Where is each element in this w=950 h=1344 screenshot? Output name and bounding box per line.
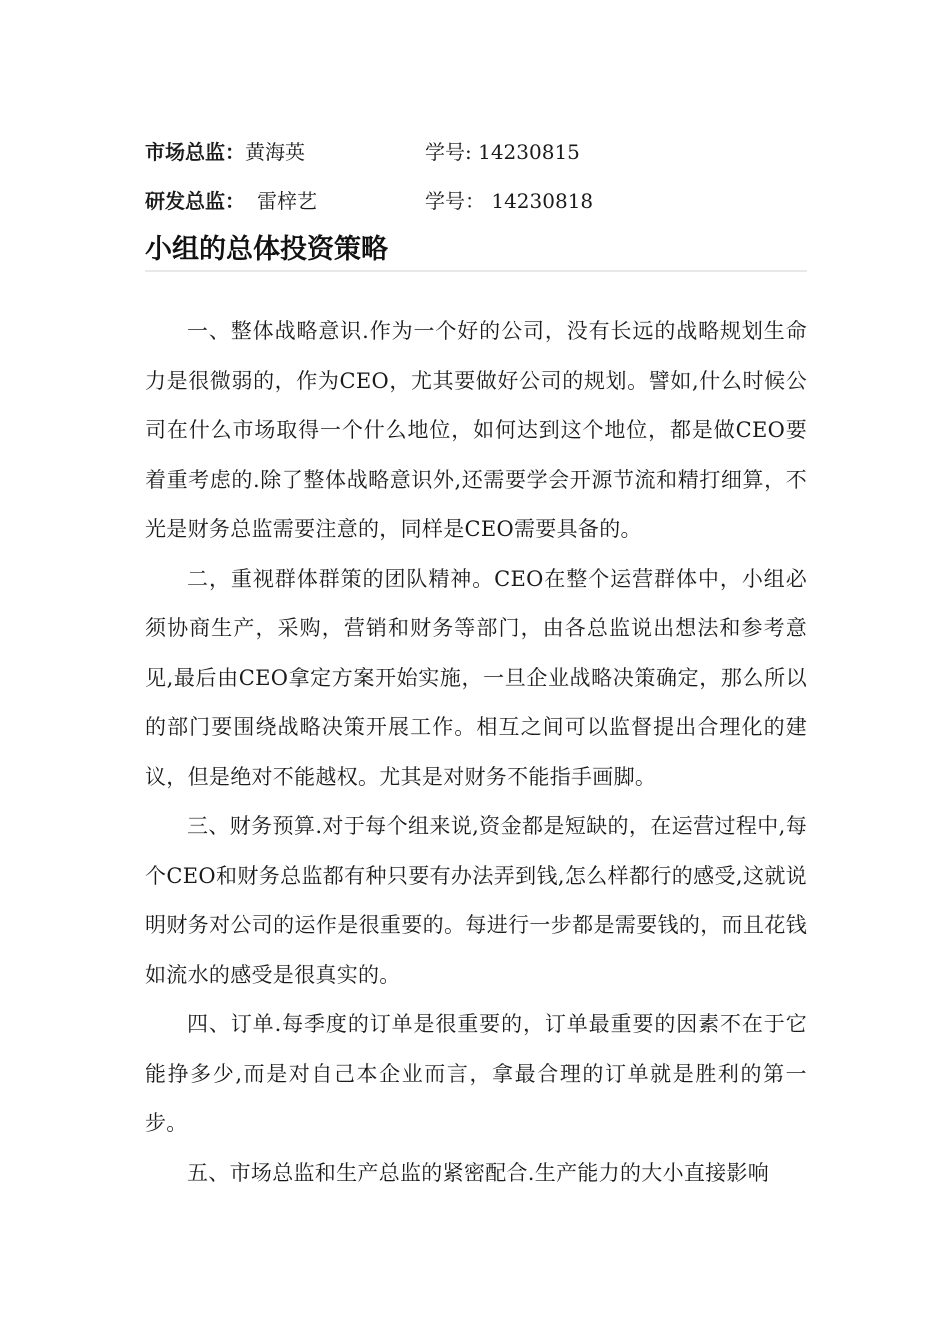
member-role: 市场总监： bbox=[145, 140, 245, 164]
body-text bbox=[145, 307, 807, 1198]
paragraph: 二，重视群体群策的团队精神。CEO在整个运营群体中，小组必须协商生产，采购，营销和财务等部门，由各总监说出想法和参考意见,最后由CEO拿定方案开始实施，一旦企业战略决策确定，那么所以的部门要围绕战略决策开展工作。相互之间可以监督提出合理化的建议，但是绝对不能越权。尤其是对财务不能指手画脚。 bbox=[145, 566, 807, 789]
member-info-marketing-director bbox=[145, 137, 580, 167]
paragraph: 四、订单.每季度的订单是很重要的，订单最重要的因素不在于它能挣多少,而是对自己本企业而言，拿最合理的订单就是胜利的第一步。 bbox=[145, 1012, 807, 1135]
member-role: 研发总监： bbox=[145, 189, 245, 213]
member-student-id: 学号： 14230818 bbox=[425, 189, 594, 213]
member-student-id: 学号: 14230815 bbox=[425, 140, 580, 164]
paragraph: 三、财务预算.对于每个组来说,资金都是短缺的，在运营过程中,每个CEO和财务总监都有种只要有办法弄到钱,怎么样都行的感受,这就说明财务对公司的运作是很重要的。每进行一步都是需要钱的，而且花钱如流水的感受是很真实的。 bbox=[145, 814, 807, 987]
member-info-rd-director bbox=[145, 186, 594, 216]
member-name: 黄海英 bbox=[245, 140, 305, 164]
paragraph: 一、整体战略意识.作为一个好的公司，没有长远的战略规划生命力是很微弱的，作为CEO，尤其要做好公司的规划。譬如,什么时候公司在什么市场取得一个什么地位，如何达到这个地位，都是做CEO要着重考虑的.除了整体战略意识外,还需要学会开源节流和精打细算，不光是财务总监需要注意的，同样是CEO需要具备的。 bbox=[145, 319, 807, 541]
section-heading: 小组的总体投资策略 bbox=[145, 230, 807, 272]
member-name: 雷梓艺 bbox=[257, 189, 317, 213]
paragraph: 五、市场总监和生产总监的紧密配合.生产能力的大小直接影响 bbox=[187, 1160, 770, 1185]
